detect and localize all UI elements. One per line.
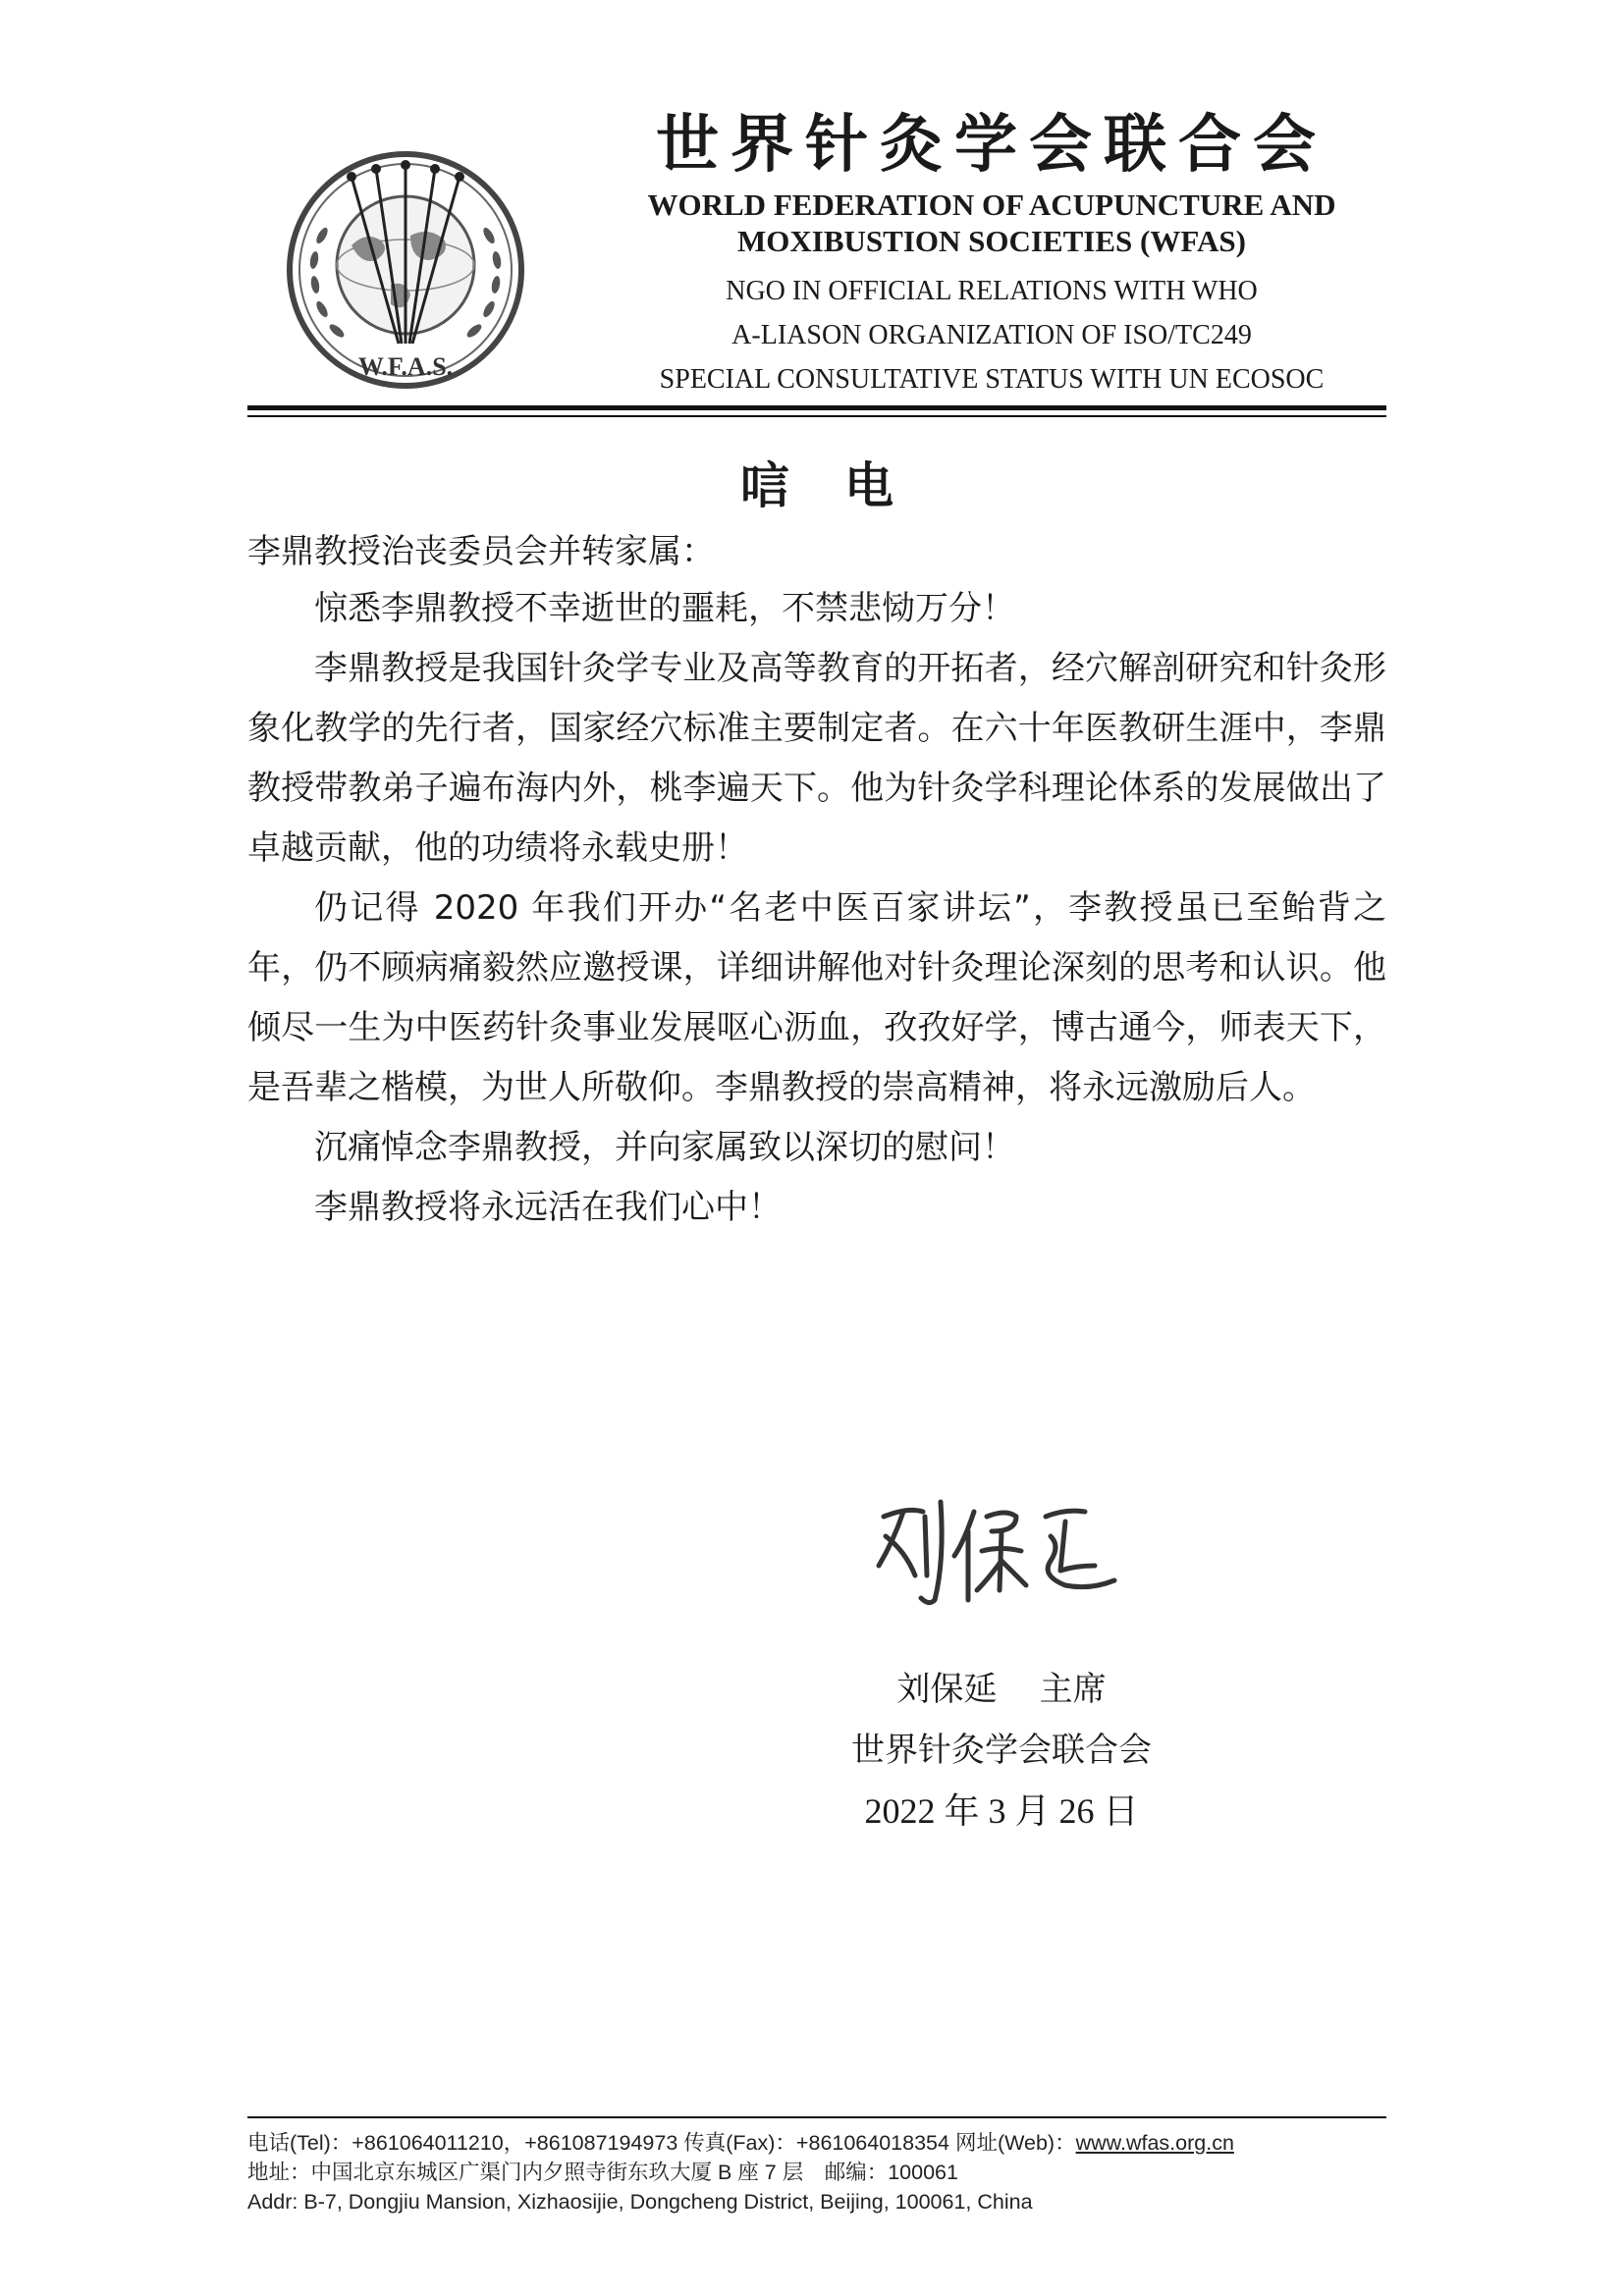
letter-body — [247, 579, 1386, 1238]
signer-name-title: 刘保延 主席 — [896, 1670, 1107, 1709]
handwritten-signature — [864, 1487, 1119, 1615]
org-name-english — [589, 187, 1394, 259]
paragraph-1: 惊悉李鼎教授不幸逝世的噩耗，不禁悲恸万分！ — [314, 589, 1015, 628]
org-name-english-line2: MOXIBUSTION SOCIETIES (WFAS) — [737, 224, 1246, 258]
footer-divider — [247, 2116, 1386, 2118]
status-line-who: NGO IN OFFICIAL RELATIONS WITH WHO — [726, 276, 1258, 306]
paragraph-4: 沉痛悼念李鼎教授，并向家属致以深切的慰问！ — [314, 1128, 1015, 1167]
letter-salutation: 李鼎教授治丧委员会并转家属： — [247, 532, 715, 571]
status-line-ecosoc: SPECIAL CONSULTATIVE STATUS WITH UN ECOSOC — [659, 364, 1325, 395]
footer-address-cn: 地址：中国北京东城区广渠门内夕照寺街东玖大厦 B 座 7 层 邮编：100061 — [247, 2161, 958, 2184]
footer-address-en: Addr: B-7, Dongjiu Mansion, Xizhaosijie, Dongcheng District, Beijing, 100061, China — [247, 2190, 1033, 2214]
paragraph-2: 李鼎教授是我国针灸学专业及高等教育的开拓者，经穴解剖研究和针灸形象化教学的先行者，国家经穴标准主要制定者。在六十年医教研生涯中，李鼎教授带教弟子遍布海内外，桃李遍天下。他为针灸学科理论体系的发展做出了卓越贡献，他的功绩将永载史册！ — [247, 649, 1386, 868]
footer — [247, 2128, 1406, 2216]
logo-lettering: W.F.A.S. — [357, 352, 454, 381]
header-divider-thin — [247, 415, 1386, 417]
footer-phone-fax: 电话(Tel)：+861064011210，+861087194973 传真(Fax)：+861064018354 网址(Web)： — [247, 2131, 1076, 2155]
status-line-iso: A-LIASON ORGANIZATION OF ISO/TC249 — [731, 320, 1252, 350]
letter-date: 2022 年 3 月 26 日 — [864, 1791, 1139, 1831]
website-link[interactable]: www.wfas.org.cn — [1075, 2131, 1234, 2155]
signature-block — [766, 1659, 1237, 1842]
letter-title: 唁电 — [740, 456, 948, 514]
paragraph-5: 李鼎教授将永远活在我们心中！ — [314, 1188, 782, 1227]
signer-organization: 世界针灸学会联合会 — [851, 1731, 1152, 1770]
org-name-english-line1: WORLD FEDERATION OF ACUPUNCTURE AND — [647, 187, 1336, 222]
paragraph-3: 仍记得 2020 年我们开办“名老中医百家讲坛”，李教授虽已至鲐背之年，仍不顾病痛毅然应邀授课，详细讲解他对针灸理论深刻的思考和认识。他倾尽一生为中医药针灸事业发展呕心沥血，孜孜好学，博古通今，师表天下，是吾辈之楷模，为世人所敬仰。李鼎教授的崇高精神，将永远激励后人。 — [247, 888, 1386, 1107]
header-divider-thick — [247, 405, 1386, 410]
wfas-logo — [283, 147, 528, 393]
footer-contact — [247, 2128, 1406, 2158]
org-name-chinese: 世界针灸学会联合会 — [656, 108, 1327, 182]
